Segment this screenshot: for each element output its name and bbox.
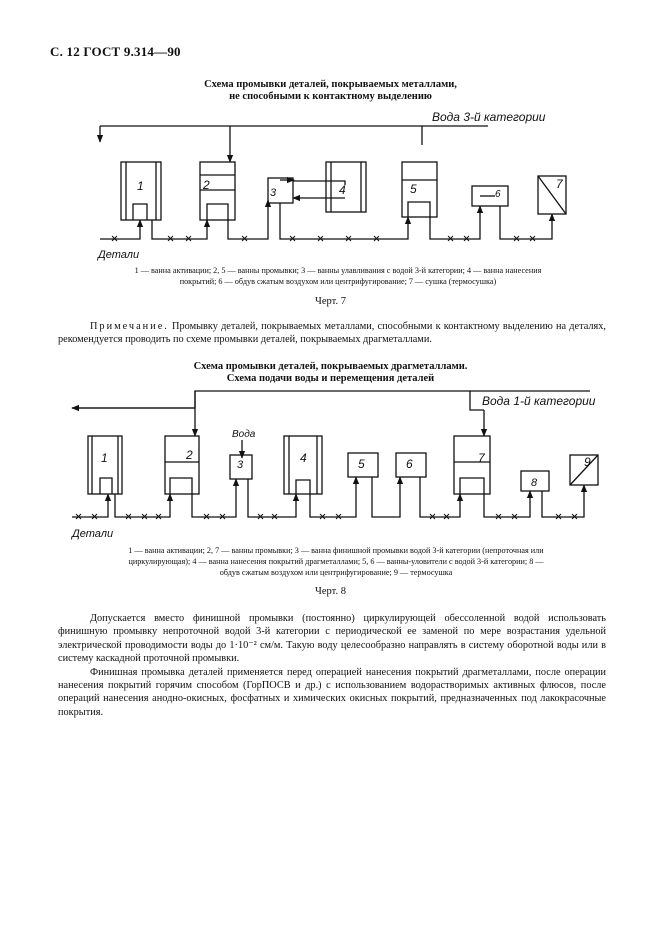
scheme2-num-7: 7 [478, 451, 485, 465]
scheme1-legend-line2: покрытий; 6 — обдув сжатым воздухом или центрифугирование; 7 — сушка (термосушка) [179, 277, 497, 286]
scheme1-bath-1 [121, 162, 161, 220]
scheme2-bath-9 [570, 455, 598, 485]
scheme1-legend [72, 265, 604, 287]
scheme1-bath-2 [200, 162, 235, 220]
scheme1-bath-4 [326, 162, 366, 212]
scheme2-parts-label: Детали [72, 528, 114, 540]
body-paragraph-2: Финишная промывка деталей применяется перед операцией нанесения покрытий драгметаллами, после операции нанесения покрытий горячим способом (ГорПОСВ и др.) с использованием водорастворимых активных флюсов, после операций нанесения анодно-окисных, фосфатных и химических окисных покрытий, предназначенных под лакокрасочные покрытия. [58, 666, 606, 718]
scheme1-parts-label: Детали [98, 249, 140, 261]
note-paragraph [58, 320, 606, 347]
scheme2-title [0, 361, 661, 385]
scheme2-num-6: 6 [406, 457, 413, 471]
scheme2-legend-line3: обдув сжатым воздухом или центрифугирование; 9 — термосушка [219, 568, 453, 577]
note-text: Промывку деталей, покрываемых металлами, способными к контактному выделению на деталях, рекомендуется проводить по схеме промывки деталей, покрываемых драгметаллами. [58, 321, 606, 346]
scheme1-num-4: 4 [339, 183, 346, 197]
scheme1-water-label: Вода 3-й категории [432, 110, 546, 124]
scheme2-bath-2 [165, 436, 199, 494]
scheme2-legend [64, 545, 608, 578]
scheme1-num-1: 1 [137, 179, 144, 193]
scheme1-num-2: 2 [203, 178, 210, 192]
scheme2-legend-line2: циркулирующая); 4 — ванна нанесения покрытий драгметаллами; 5, 6 — ванны-уловители с водой 3-й категории; 8 — [128, 557, 544, 566]
scheme2-num-4: 4 [300, 451, 307, 465]
scheme2-title-line2: Схема подачи воды и перемещения деталей [226, 373, 435, 384]
scheme1-title-line2: не способными к контактному выделению [229, 91, 432, 102]
scheme2-water-small-label: Вода [232, 429, 256, 440]
scheme2-bath-7 [454, 436, 490, 494]
scheme2-num-2: 2 [186, 448, 193, 462]
scheme1-caption: Черт. 7 [315, 296, 346, 307]
scheme2-diagram [72, 391, 598, 519]
scheme2-caption: Черт. 8 [315, 586, 346, 597]
scheme2-bath-1 [88, 436, 122, 494]
scheme2-title-line1: Схема промывки деталей, покрываемых драгметаллами. [193, 361, 468, 372]
scheme1-num-5: 5 [410, 182, 417, 196]
scheme2-num-3: 3 [237, 459, 244, 471]
scheme2-bath-8 [521, 471, 549, 491]
scheme2-num-9: 9 [584, 455, 591, 469]
scheme1-num-3: 3 [270, 187, 277, 199]
body-text [58, 612, 606, 719]
scheme1-legend-line1: 1 — ванна активации; 2, 5 — ванны промывки; 3 — ванны улавливания с водой 3-й категории; 4 — ванна нанесения [134, 266, 542, 275]
scheme1-bath-7 [538, 176, 566, 214]
scheme2-bath-5 [348, 453, 378, 477]
scheme2-legend-line1: 1 — ванна активации; 2, 7 — ванны промывки; 3 — ванна финишной промывки водой 3-й категории (непроточная или [128, 546, 544, 555]
scheme1-bath-5 [402, 162, 437, 217]
scheme2-water-label: Вода 1-й категории [482, 394, 596, 408]
scheme2-bath-6 [396, 453, 426, 477]
scheme1-title [0, 79, 661, 103]
scheme1-bath-3 [268, 178, 293, 203]
scheme2-num-1: 1 [101, 451, 108, 465]
scheme1-num-7: 7 [556, 177, 563, 191]
scheme2-num-5: 5 [358, 457, 365, 471]
scheme1-num-6: 6 [495, 189, 501, 200]
scheme1-bath-6 [472, 186, 508, 206]
scheme1-diagram [100, 126, 566, 241]
scheme1-title-line1: Схема промывки деталей, покрываемых металлами, [204, 79, 457, 90]
scheme2-bath-3 [230, 440, 252, 479]
note-prefix: Примечание. [90, 321, 169, 332]
scheme2-bath-4 [284, 436, 322, 494]
page-header: С. 12 ГОСТ 9.314—90 [50, 44, 181, 59]
scheme2-num-8: 8 [531, 477, 538, 489]
body-paragraph-1: Допускается вместо финишной промывки (постоянно) циркулирующей обессоленной водой использовать финишную промывку непроточной водой 3-й категории с периодической ее заменой по мере возрастания удельной электрической проводимости воды до 1·10⁻² см/м. Такую воду целесообразно направлять в систему оборотной воды или в систему каскадной проточной промывки. [58, 613, 606, 665]
